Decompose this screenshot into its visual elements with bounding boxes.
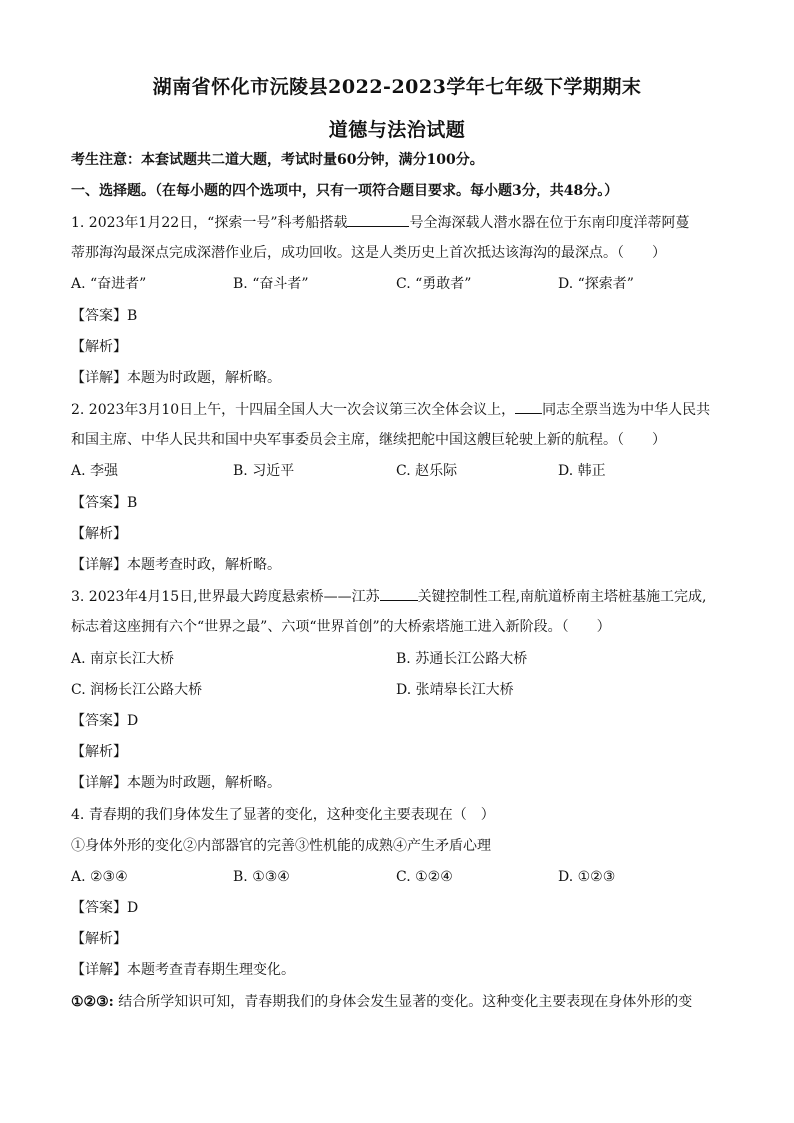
question-2-option-b: B. 习近平 <box>233 463 295 479</box>
question-2-option-c: C. 赵乐际 <box>396 463 458 479</box>
detail-text: 本题考查时政，解析略。 <box>127 557 281 573</box>
question-1-detail <box>71 368 281 388</box>
answer-value: B <box>127 308 138 324</box>
question-1-answer <box>71 306 137 326</box>
question-3-option-c: C. 润杨长江公路大桥 <box>71 682 203 698</box>
question-3-analysis-label: 【解析】 <box>71 744 127 760</box>
question-1-stem-a: 1. 2023年1月22日，“探索一号”科考船搭载 <box>71 215 348 231</box>
extra-text: 结合所学知识可知，青春期我们的身体会发生显著的变化。这种变化主要表现在身体外形的变 <box>113 994 693 1010</box>
question-1-blank <box>347 212 409 227</box>
answer-label: 【答案】 <box>71 495 127 511</box>
exam-title: 湖南省怀化市沅陵县2022-2023学年七年级下学期期末 <box>152 76 642 98</box>
question-3-stem <box>71 586 707 607</box>
question-2-answer <box>71 493 137 513</box>
question-2-stem-line2: 和国主席、中华人民共和国中央军事委员会主席，继续把舵中国这艘巨轮驶上新的航程。（ ） <box>71 432 666 448</box>
answer-label: 【答案】 <box>71 900 127 916</box>
question-1-option-d: D. “探索者” <box>558 276 634 292</box>
question-4-stem: 4. 青春期的我们身体发生了显著的变化，这种变化主要表现在（ ） <box>71 807 495 823</box>
question-2-detail <box>71 555 281 575</box>
detail-label: 【详解】 <box>71 557 127 573</box>
detail-label: 【详解】 <box>71 962 127 978</box>
question-1-option-c: C. “勇敢者” <box>396 276 472 292</box>
exam-subtitle: 道德与法治试题 <box>328 119 466 141</box>
detail-label: 【详解】 <box>71 775 127 791</box>
question-1-stem-line2: 蒂那海沟最深点完成深潜作业后，成功回收。这是人类历史上首次抵达该海沟的最深点。（ ） <box>71 245 666 261</box>
question-1-analysis-label: 【解析】 <box>71 339 127 355</box>
question-3-option-d: D. 张靖皋长江大桥 <box>396 682 514 698</box>
question-3-answer <box>71 711 138 731</box>
question-3-blank <box>380 586 418 601</box>
question-1-stem-b: 号全海深载人潜水器在位于东南印度洋蒂阿蔓 <box>409 215 690 231</box>
question-3-stem-b: 关键控制性工程,南航道桥南主塔桩基施工完成, <box>417 589 707 605</box>
question-2-analysis-label: 【解析】 <box>71 526 127 542</box>
question-1-option-a: A. “奋进者” <box>71 276 147 292</box>
question-2-option-a: A. 李强 <box>71 463 119 479</box>
question-4-extra <box>71 992 692 1012</box>
question-4-stem-line2: ①身体外形的变化②内部器官的完善③性机能的成熟④产生矛盾心理 <box>71 838 491 854</box>
extra-bold-label: ①②③: <box>71 994 114 1010</box>
question-3-option-a: A. 南京长江大桥 <box>71 651 175 667</box>
question-4-analysis-label: 【解析】 <box>71 931 127 947</box>
question-3-option-b: B. 苏通长江公路大桥 <box>396 651 528 667</box>
question-4-detail <box>71 960 295 980</box>
question-3-detail <box>71 773 281 793</box>
question-3-stem-a: 3. 2023年4月15日,世界最大跨度悬索桥——江苏 <box>71 589 380 605</box>
section-heading: 一、选择题。（在每小题的四个选项中，只有一项符合题目要求。每小题3分，共48分。） <box>71 183 619 199</box>
question-4-option-a: A. ②③④ <box>71 869 128 885</box>
question-3-stem-line2: 标志着这座拥有六个“世界之最”、六项“世界首创”的大桥索塔施工进入新阶段。（ ） <box>71 619 611 635</box>
question-4-option-c: C. ①②④ <box>396 869 453 885</box>
question-1-stem <box>71 212 689 233</box>
answer-value: D <box>127 900 139 916</box>
answer-value: D <box>127 713 139 729</box>
question-2-stem-b: 同志全票当选为中华人民共 <box>542 402 711 418</box>
question-2-blank <box>515 399 542 414</box>
detail-text: 本题考查青春期生理变化。 <box>127 962 295 978</box>
question-4-option-b: B. ①③④ <box>233 869 290 885</box>
detail-label: 【详解】 <box>71 370 127 386</box>
question-2-stem-a: 2. 2023年3月10日上午，十四届全国人大一次会议第三次全体会议上， <box>71 402 516 418</box>
detail-text: 本题为时政题，解析略。 <box>127 370 281 386</box>
answer-value: B <box>127 495 138 511</box>
detail-text: 本题为时政题，解析略。 <box>127 775 281 791</box>
answer-label: 【答案】 <box>71 308 127 324</box>
exam-notice: 考生注意：本套试题共二道大题，考试时量60分钟，满分100分。 <box>71 152 484 168</box>
question-4-option-d: D. ①②③ <box>558 869 616 885</box>
question-1-option-b: B. “奋斗者” <box>233 276 309 292</box>
question-2-option-d: D. 韩正 <box>558 463 606 479</box>
question-4-answer <box>71 898 138 918</box>
question-2-stem <box>71 399 710 420</box>
answer-label: 【答案】 <box>71 713 127 729</box>
